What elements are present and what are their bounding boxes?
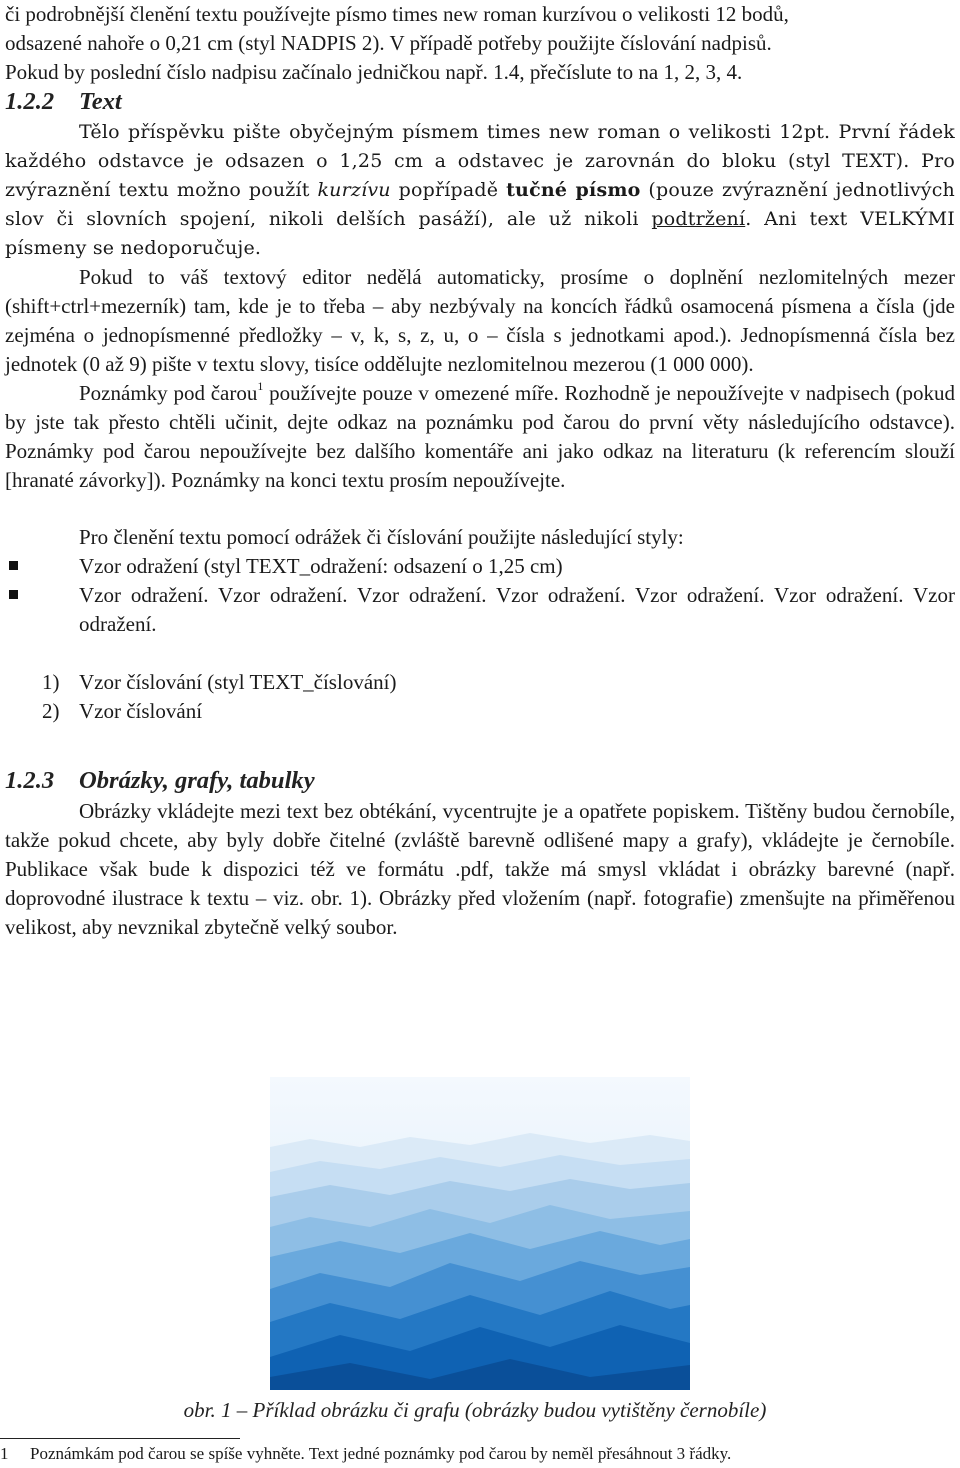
- text-para-b: popřípadě: [390, 179, 507, 201]
- footnotes-paragraph: [5, 379, 955, 495]
- italic-example: kurzívu: [317, 179, 391, 201]
- footnote-reference[interactable]: 1: [257, 379, 264, 393]
- mountain-ridges-illustration: [270, 1077, 690, 1390]
- intro-line-2: odsazené nahoře o 0,21 cm (styl NADPIS 2). V případě potřeby použijte číslování nadpisů.: [5, 31, 772, 55]
- intro-line-3: Pokud by poslední číslo nadpisu začínalo jedničkou např. 1.4, přečíslute to na 1, 2, 3, 4.: [5, 60, 743, 84]
- footnotes-para-b: používejte pouze v omezené míře. Rozhodně je nepoužívejte v nadpisech (pokud by jste tak přesto chtěli učinit, dejte odkaz na poznámku pod čarou do první věty následujícího odstavce). Poznámky pod čarou nepoužívejte bez dalšího komentáře ani jako odkaz na literaturu (k referencím slouží [hranaté závorky]). Poznámky na konci textu prosím nepoužívejte.: [5, 381, 955, 492]
- section-title: Text: [79, 88, 122, 115]
- figure-caption: [0, 1396, 950, 1425]
- numbered-mark: 2): [42, 699, 60, 723]
- footnote-separator: [0, 1438, 240, 1439]
- text-para-d: . Ani text VELKÝMI písmeny se nedoporučuje.: [5, 208, 955, 259]
- document-page: [5, 0, 955, 942]
- footnote-number: 1: [0, 1444, 9, 1463]
- underline-example: podtržení: [651, 208, 746, 230]
- intro-line-1: či podrobnější členění textu používejte písmo times new roman kurzívou o velikosti 12 bodů,: [5, 2, 789, 26]
- numbered-mark: 1): [42, 670, 60, 694]
- intro-paragraph-continuation: [5, 0, 955, 87]
- bold-example: tučné písmo: [506, 179, 641, 201]
- caption-text: Příklad obrázku či grafu (obrázky budou vytištěny černobíle): [252, 1398, 767, 1422]
- nonbreaking-spaces-paragraph: Pokud to váš textový editor nedělá automaticky, prosíme o doplnění nezlomitelných mezer (shift+ctrl+mezerník) tam, kde je to třeba – aby nezbývaly na koncích řádků osamocená písmena a čísla (jde zejména o jednopísmenné předložky – v, k, s, z, u, o – čísla s jednotkami apod.). Jednopísmenná čísla bez jednotek (0 až 9) pište v textu slovy, tisíce oddělujte nezlomitelnou mezerou (1 000 000).: [5, 265, 955, 376]
- section-heading-images: [5, 766, 955, 795]
- square-bullet-icon: [9, 590, 18, 599]
- text-style-paragraph: [5, 118, 955, 263]
- square-bullet-icon: [9, 561, 18, 570]
- bullet-item: [5, 581, 955, 639]
- bullet-text: Vzor odražení. Vzor odražení. Vzor odražení. Vzor odražení. Vzor odražení. Vzor odražení. Vzor odražení.: [79, 583, 955, 636]
- numbered-list: [5, 668, 955, 726]
- footnote: [0, 1442, 731, 1466]
- bullet-item: [5, 552, 955, 581]
- section-number: 1.2.3: [5, 767, 55, 794]
- text-para-a: Tělo příspěvku pište obyčejným písmem times new roman o velikosti 12pt. První řádek každého odstavce je odsazen o 1,25 cm a odstavec je zarovnán do bloku (styl TEXT). Pro zvýraznění textu možno použít: [5, 121, 955, 201]
- footnotes-para-a: Poznámky pod čarou: [79, 381, 258, 405]
- images-paragraph: Obrázky vkládejte mezi text bez obtékání, vycentrujte je a opatřete popiskem. Tištěny budou černobíle, takže pokud chcete, aby byly dobře čitelné (zvláště barevně odlišené mapy a grafy), vkládejte je černobíle. Publikace však bude k dispozici též ve formátu .pdf, takže má smysl vkládat i obrázky barevné (např. doprovodné ilustrace k textu – viz. obr. 1). Obrázky před vložením (např. fotografie) zmenšujte na přiměřenou velikost, aby nevznikal zbytečně velký soubor.: [5, 799, 955, 939]
- text-para-c: (pouze zvýraznění jednotlivých slov či slovních spojení, nikoli delších pasáží), ale už nikoli: [5, 179, 955, 230]
- section-heading-text: [5, 87, 955, 116]
- numbered-item: [5, 697, 955, 726]
- bullet-text: Vzor odražení (styl TEXT_odražení: odsazení o 1,25 cm): [79, 554, 563, 578]
- numbered-item: [5, 668, 955, 697]
- figure-mountain-image: [270, 1077, 690, 1390]
- section-title: Obrázky, grafy, tabulky: [79, 767, 315, 794]
- footnote-text: Poznámkám pod čarou se spíše vyhněte. Text jedné poznámky pod čarou by neměl přesáhnout 3 řádky.: [30, 1444, 732, 1463]
- caption-prefix: obr. 1 –: [183, 1398, 253, 1422]
- numbered-text: Vzor číslování: [79, 699, 203, 723]
- section-number: 1.2.2: [5, 88, 55, 115]
- bullet-list: [5, 552, 955, 639]
- numbered-text: Vzor číslování (styl TEXT_číslování): [79, 670, 397, 694]
- list-styles-intro: Pro členění textu pomocí odrážek či číslování použijte následující styly:: [79, 525, 684, 549]
